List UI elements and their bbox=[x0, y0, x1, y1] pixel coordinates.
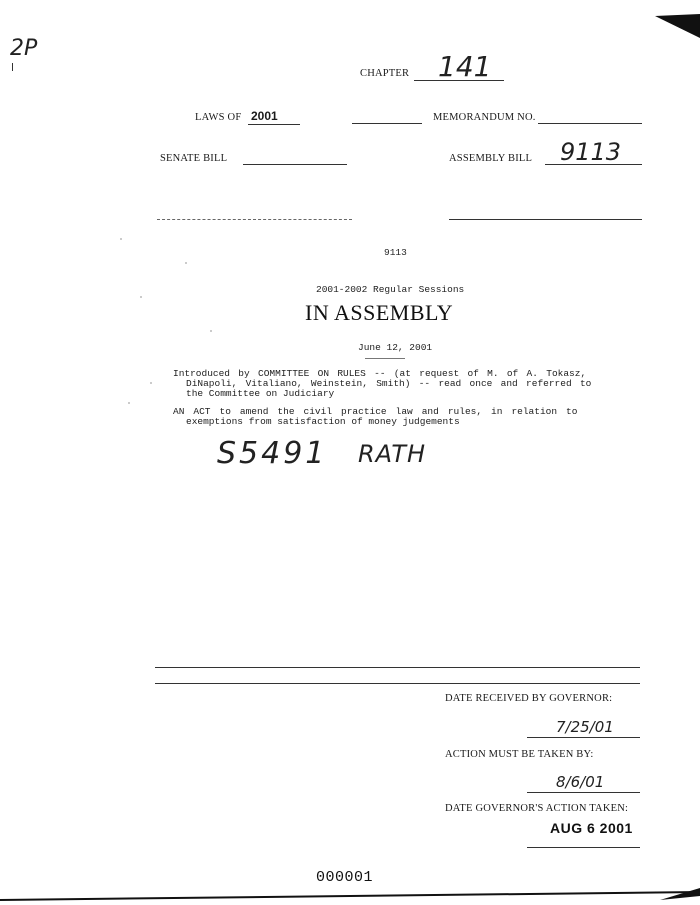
session-line: 2001-2002 Regular Sessions bbox=[316, 284, 465, 295]
scan-speck bbox=[120, 238, 122, 240]
scan-speck bbox=[150, 382, 152, 384]
action-by-line bbox=[527, 792, 640, 793]
handwritten-senate-ref: S5491 bbox=[217, 436, 328, 471]
scan-speck bbox=[185, 262, 187, 264]
bottom-scan-edge bbox=[0, 888, 700, 905]
divider-line-upper bbox=[155, 667, 640, 668]
memorandum-line bbox=[538, 123, 642, 124]
chapter-value: 141 bbox=[438, 50, 492, 83]
date-underline bbox=[365, 358, 405, 359]
bill-date: June 12, 2001 bbox=[358, 342, 433, 353]
laws-extra-line bbox=[352, 123, 422, 124]
laws-label: LAWS OF bbox=[195, 112, 242, 123]
margin-note: 2P bbox=[10, 36, 38, 61]
received-label: DATE RECEIVED BY GOVERNOR: bbox=[445, 693, 613, 704]
handwritten-sponsor: RATH bbox=[358, 440, 427, 468]
blank-line-right bbox=[449, 219, 642, 220]
scan-speck bbox=[210, 330, 212, 332]
divider-line-lower bbox=[155, 683, 640, 684]
memorandum-label: MEMORANDUM NO. bbox=[433, 112, 536, 123]
page-number: 000001 bbox=[316, 869, 374, 886]
assembly-bill-value: 9113 bbox=[560, 138, 622, 166]
blank-line-left bbox=[157, 219, 352, 220]
corner-mark-top bbox=[655, 14, 700, 44]
scan-speck bbox=[140, 296, 142, 298]
act-line-1: AN ACT to amend the civil practice law and rules, in relation to bbox=[173, 406, 578, 417]
introduced-line-1: Introduced by COMMITTEE ON RULES -- (at request of M. of A. Tokasz, bbox=[173, 368, 587, 379]
assembly-bill-label: ASSEMBLY BILL bbox=[449, 153, 533, 164]
action-taken-line bbox=[527, 847, 640, 848]
introduced-line-2: DiNapoli, Vitaliano, Weinstein, Smith) -- read once and referred to bbox=[186, 378, 592, 389]
margin-tick bbox=[12, 63, 13, 71]
action-by-value: 8/6/01 bbox=[556, 773, 605, 791]
action-taken-label: DATE GOVERNOR'S ACTION TAKEN: bbox=[445, 803, 629, 814]
senate-bill-line bbox=[243, 164, 347, 165]
bill-number: 9113 bbox=[384, 247, 407, 258]
received-line bbox=[527, 737, 640, 738]
laws-line bbox=[248, 124, 300, 125]
received-value: 7/25/01 bbox=[556, 718, 614, 736]
chapter-label: CHAPTER bbox=[360, 68, 410, 79]
introduced-line-3: the Committee on Judiciary bbox=[186, 388, 335, 399]
scan-speck bbox=[128, 402, 130, 404]
laws-value: 2001 bbox=[251, 109, 278, 123]
senate-bill-label: SENATE BILL bbox=[160, 153, 228, 164]
action-by-label: ACTION MUST BE TAKEN BY: bbox=[445, 749, 594, 760]
action-taken-stamp: AUG 6 2001 bbox=[550, 820, 633, 836]
chamber-heading: IN ASSEMBLY bbox=[305, 300, 454, 325]
act-line-2: exemptions from satisfaction of money judgements bbox=[186, 416, 460, 427]
